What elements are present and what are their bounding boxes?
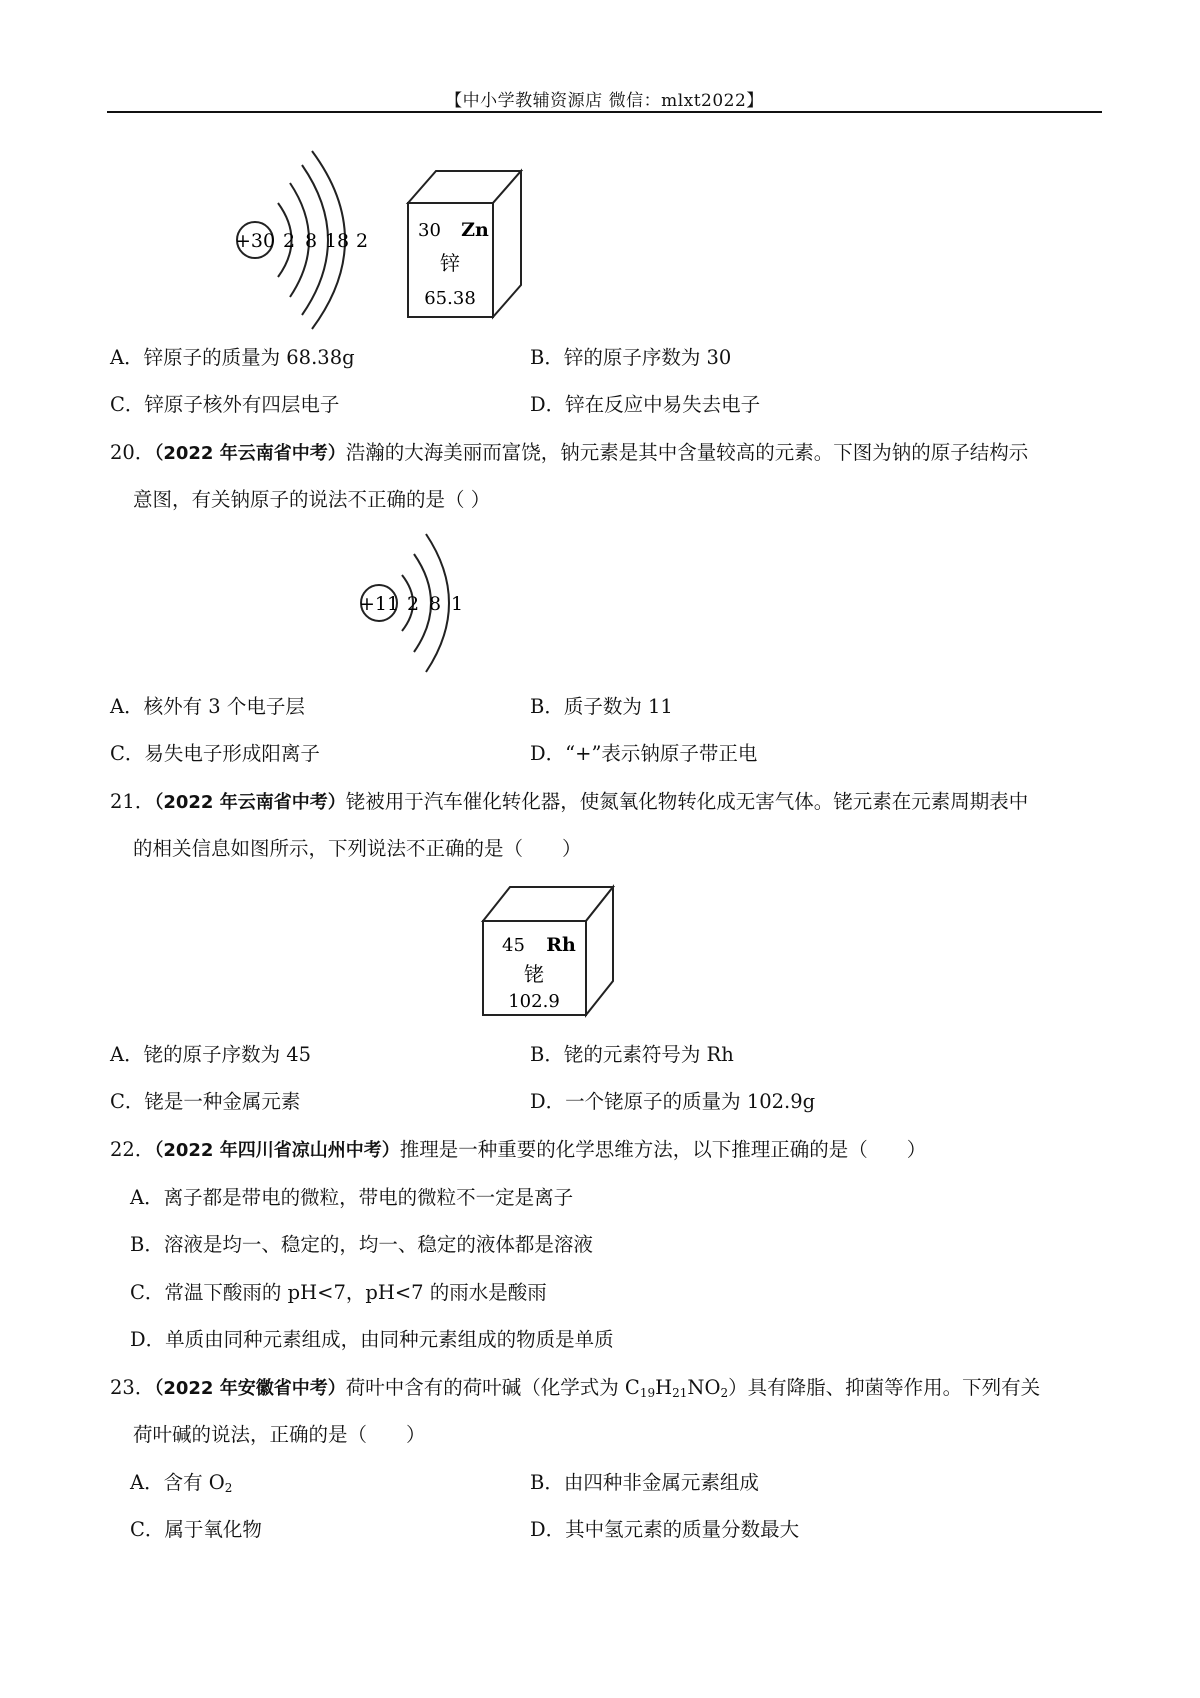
q22-option-d: D．单质由同种元素组成，由同种元素组成的物质是单质: [130, 1328, 614, 1351]
q23-stem-line2: 荷叶碱的说法，正确的是（ ）: [133, 1423, 426, 1446]
q21-option-b: B．铑的元素符号为 Rh: [530, 1043, 734, 1066]
shell-electrons-4: 2: [355, 230, 369, 252]
q23-option-d: D．其中氢元素的质量分数最大: [530, 1518, 800, 1541]
stem-text: 荷叶中含有的荷叶碱（化学式为 C: [345, 1376, 640, 1399]
shell-electrons-1: 2: [406, 593, 420, 615]
q20-stem-line2: 意图，有关钠原子的说法不正确的是（ ）: [133, 488, 491, 511]
question-source: （2022 年云南省中考）: [154, 792, 346, 813]
shell-electrons-3: 18: [324, 230, 350, 252]
shell-electrons-3: 1: [450, 593, 464, 615]
nucleus-charge: +11: [358, 593, 400, 615]
option-a-text: A．含有 O: [130, 1471, 225, 1494]
q20-option-b: B．质子数为 11: [530, 695, 673, 718]
question-number: 21．: [110, 790, 155, 813]
q21-option-d: D．一个铑原子的质量为 102.9g: [530, 1090, 816, 1113]
question-number: 23．: [110, 1376, 155, 1399]
element-name: 铑: [524, 962, 544, 986]
question-number: 22．: [110, 1138, 155, 1161]
q21-stem: [110, 792, 1028, 812]
formula-subscript-h: 21: [672, 1386, 688, 1400]
q21-option-a: A．铑的原子序数为 45: [110, 1043, 312, 1066]
q20-option-c: C．易失电子形成阳离子: [110, 742, 320, 765]
shell-electrons-2: 8: [304, 230, 318, 252]
atomic-mass: 65.38: [424, 288, 476, 309]
q23-option-a: [130, 1473, 232, 1493]
q19-option-b: B．锌的原子序数为 30: [530, 346, 732, 369]
q19-option-c: C．锌原子核外有四层电子: [110, 393, 340, 416]
q20-option-d: D．“+”表示钠原子带正电: [530, 742, 758, 765]
q23-stem: [110, 1378, 1040, 1398]
shell-electrons-2: 8: [428, 593, 442, 615]
formula-no: NO: [687, 1376, 721, 1399]
sodium-atom-diagram: [352, 530, 467, 675]
option-a-subscript: 2: [224, 1481, 233, 1495]
element-symbol: Rh: [546, 934, 576, 956]
question-source: （2022 年安徽省中考）: [154, 1378, 346, 1399]
q20-stem: [110, 443, 1028, 463]
element-name: 锌: [440, 251, 460, 275]
q19-option-a: A．锌原子的质量为 68.38g: [110, 346, 355, 369]
element-symbol: Zn: [461, 219, 489, 241]
stem-text: 铑被用于汽车催化转化器，使氮氧化物转化成无害气体。铑元素在元素周期表中: [345, 790, 1029, 813]
q23-option-c: C．属于氧化物: [130, 1518, 262, 1541]
zinc-element-cell: [398, 163, 528, 323]
rhodium-element-cell: [478, 883, 618, 1018]
formula-h: H: [655, 1376, 673, 1399]
q22-option-b: B．溶液是均一、稳定的，均一、稳定的液体都是溶液: [130, 1233, 593, 1256]
stem-text: 推理是一种重要的化学思维方法，以下推理正确的是（ ）: [399, 1138, 927, 1161]
page-header: 【中小学教辅资源店 微信：mlxt2022】: [445, 91, 764, 111]
stem-text: 浩瀚的大海美丽而富饶，钠元素是其中含量较高的元素。下图为钠的原子结构示: [345, 441, 1029, 464]
zinc-atom-diagram: [220, 148, 370, 333]
q22-option-a: A．离子都是带电的微粒，带电的微粒不一定是离子: [130, 1186, 574, 1209]
stem-text-cont: ）具有降脂、抑菌等作用。下列有关: [728, 1376, 1041, 1399]
atomic-mass: 102.9: [508, 991, 560, 1012]
question-source: （2022 年四川省凉山州中考）: [154, 1140, 400, 1161]
q23-option-b: B．由四种非金属元素组成: [530, 1471, 759, 1494]
atomic-number: 30: [418, 220, 441, 241]
nucleus-charge: +30: [234, 230, 276, 252]
q22-option-c: C．常温下酸雨的 pH<7，pH<7 的雨水是酸雨: [130, 1281, 547, 1304]
question-source: （2022 年云南省中考）: [154, 443, 346, 464]
header-divider: [107, 111, 1102, 113]
q21-option-c: C．铑是一种金属元素: [110, 1090, 301, 1113]
q22-stem: [110, 1140, 926, 1160]
q19-option-d: D．锌在反应中易失去电子: [530, 393, 761, 416]
formula-subscript-c: 19: [639, 1386, 656, 1400]
shell-electrons-1: 2: [282, 230, 296, 252]
q21-stem-line2: 的相关信息如图所示，下列说法不正确的是（ ）: [133, 837, 582, 860]
q20-option-a: A．核外有 3 个电子层: [110, 695, 305, 718]
question-number: 20．: [110, 441, 155, 464]
formula-subscript-o: 2: [720, 1386, 729, 1400]
atomic-number: 45: [502, 935, 525, 956]
